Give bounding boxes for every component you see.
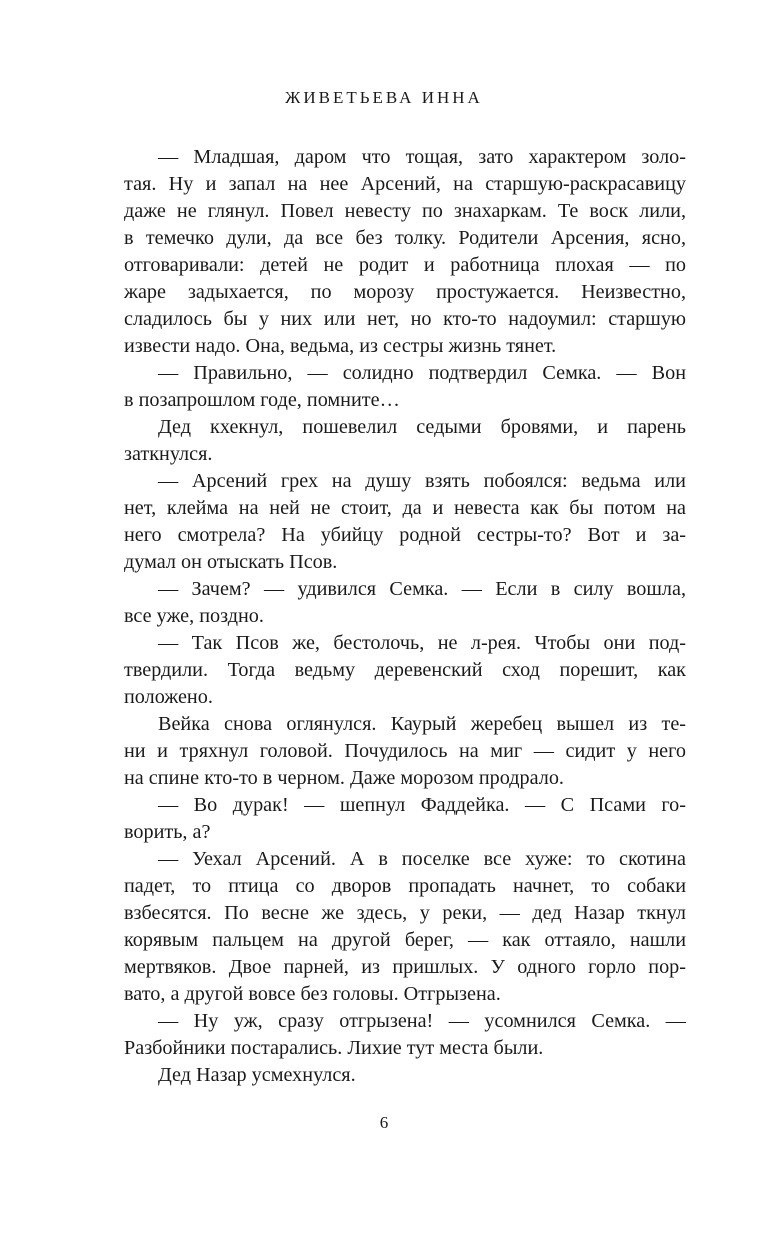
text-line: отговаривали: детей не родит и работница плохая — по: [124, 254, 686, 276]
text-line: Дед кхекнул, пошевелил седыми бровями, и парень: [158, 416, 686, 438]
text-line: сладилось бы у них или нет, но кто-то надоумил: старшую: [124, 308, 686, 330]
text-line: него смотрела? На убийцу родной сестры-то? Вот и за-: [124, 524, 686, 546]
text-line: — Арсений грех на душу взять побоялся: ведьма или: [158, 470, 686, 492]
text-line: тая. Ну и запал на нее Арсений, на старшую-раскрасавицу: [124, 173, 686, 195]
paragraph: [124, 630, 686, 711]
text-line: — Во дурак! — шепнул Фаддейка. — С Псами го-: [158, 794, 686, 816]
text-line: даже не глянул. Повел невесту по знахаркам. Те воск лили,: [124, 200, 686, 222]
text-line: взбесятся. По весне же здесь, у реки, — дед Назар ткнул: [124, 902, 686, 924]
body-text: [124, 144, 686, 1089]
text-line: — Зачем? — удивился Семка. — Если в силу вошла,: [158, 578, 686, 600]
paragraph: [124, 792, 686, 846]
paragraph: [124, 144, 686, 360]
text-line: жаре задыхается, по морозу простужается. Неизвестно,: [124, 281, 686, 303]
text-line: извести надо. Она, ведьма, из сестры жизнь тянет.: [124, 335, 557, 357]
text-line: думал он отыскать Псов.: [124, 551, 338, 573]
paragraph: [124, 468, 686, 576]
paragraph: [124, 1008, 686, 1062]
paragraph: [124, 846, 686, 1008]
text-line: твердили. Тогда ведьму деревенский сход порешит, как: [124, 659, 686, 681]
text-line: — Ну уж, сразу отгрызена! — усомнился Семка. —: [158, 1010, 686, 1032]
paragraph: [124, 414, 686, 468]
text-line: в позапрошлом годе, помните…: [124, 389, 400, 411]
text-line: вато, а другой вовсе без головы. Отгрызена.: [124, 983, 501, 1005]
text-line: все уже, поздно.: [124, 605, 264, 627]
text-line: — Правильно, — солидно подтвердил Семка. — Вон: [158, 362, 686, 384]
text-line: положено.: [124, 686, 213, 708]
text-line: корявым пальцем на другой берег, — как оттаяло, нашли: [124, 929, 686, 951]
text-line: Вейка снова оглянулся. Каурый жеребец вышел из те-: [158, 713, 686, 735]
text-line: — Уехал Арсений. А в поселке все хуже: то скотина: [158, 848, 686, 870]
text-line: ни и тряхнул головой. Почудилось на миг — сидит у него: [124, 740, 686, 762]
page-number: 6: [379, 1113, 389, 1132]
text-line: Дед Назар усмехнулся.: [158, 1064, 356, 1086]
text-line: — Так Псов же, бестолочь, не л-рея. Чтобы они под-: [158, 632, 686, 654]
text-line: в темечко дули, да все без толку. Родители Арсения, ясно,: [124, 227, 686, 249]
text-line: заткнулся.: [124, 443, 213, 465]
paragraph: [124, 1062, 686, 1089]
text-line: падет, то птица со дворов пропадать начнет, то собаки: [124, 875, 686, 897]
running-head: ЖИВЕТЬЕВА ИННА: [285, 88, 483, 107]
paragraph: [124, 711, 686, 792]
text-line: мертвяков. Двое парней, из пришлых. У одного горло пор-: [124, 956, 686, 978]
paragraph: [124, 360, 686, 414]
text-line: — Младшая, даром что тощая, зато характером золо-: [158, 146, 686, 168]
text-line: на спине кто-то в черном. Даже морозом продрало.: [124, 767, 564, 789]
text-line: ворить, а?: [124, 821, 211, 843]
paragraph: [124, 576, 686, 630]
text-line: Разбойники постарались. Лихие тут места были.: [124, 1037, 544, 1059]
text-line: нет, клейма на ней не стоит, да и невеста как бы потом на: [124, 497, 686, 519]
